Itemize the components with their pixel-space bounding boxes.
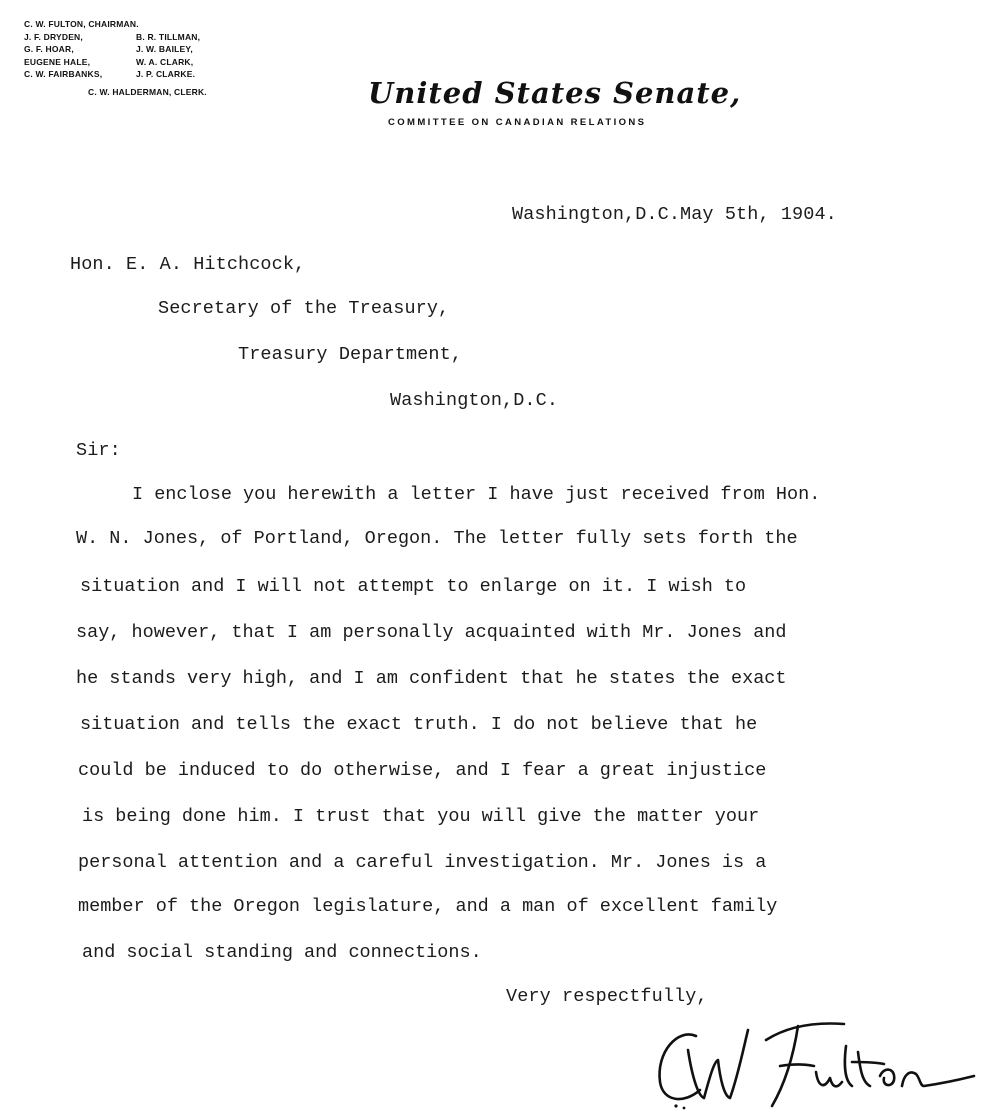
committee-member: C. W. FULTON, CHAIRMAN. — [24, 19, 139, 29]
body-line: and social standing and connections. — [82, 942, 482, 963]
signature-handwriting-icon — [648, 1006, 978, 1110]
body-line: say, however, that I am personally acquainted with Mr. Jones and — [76, 622, 787, 643]
committee-row — [24, 56, 264, 69]
body-line: situation and tells the exact truth. I do not believe that he — [80, 714, 758, 735]
body-line: I enclose you herewith a letter I have just received from Hon. — [132, 484, 821, 505]
body-line: member of the Oregon legislature, and a man of excellent family — [78, 896, 778, 917]
committee-member: J. F. DRYDEN, — [24, 31, 83, 42]
masthead-title: United States Senate, — [368, 76, 742, 110]
body-line: could be induced to do otherwise, and I fear a great injustice — [78, 760, 767, 781]
body-line: personal attention and a careful investigation. Mr. Jones is a — [78, 852, 767, 873]
committee-member: EUGENE HALE, — [24, 56, 91, 67]
signature — [648, 1006, 978, 1110]
committee-member: W. A. CLARK, — [136, 56, 194, 67]
committee-member-list — [24, 18, 264, 99]
recipient-department: Treasury Department, — [238, 344, 463, 365]
body-line: W. N. Jones, of Portland, Oregon. The letter fully sets forth the — [76, 528, 798, 549]
salutation: Sir: — [76, 440, 121, 461]
committee-member: J. P. CLARKE. — [136, 69, 196, 80]
committee-row — [24, 43, 264, 56]
committee-row — [24, 68, 264, 81]
recipient-title: Secretary of the Treasury, — [158, 298, 450, 319]
committee-member: C. W. FAIRBANKS, — [24, 69, 103, 80]
committee-name: COMMITTEE ON CANADIAN RELATIONS — [388, 117, 647, 128]
committee-row — [24, 18, 264, 31]
body-line: he stands very high, and I am confident that he states the exact — [76, 668, 787, 689]
committee-clerk: C. W. HALDERMAN, CLERK. — [88, 86, 207, 97]
letter-date: Washington,D.C.May 5th, 1904. — [512, 204, 837, 225]
committee-member: J. W. BAILEY, — [136, 44, 193, 55]
committee-member: B. R. TILLMAN, — [136, 31, 201, 42]
recipient-city: Washington,D.C. — [390, 390, 559, 411]
body-line: situation and I will not attempt to enlarge on it. I wish to — [80, 576, 747, 597]
recipient-name: Hon. E. A. Hitchcock, — [70, 254, 306, 275]
committee-member: G. F. HOAR, — [24, 44, 74, 55]
body-line: is being done him. I trust that you will give the matter your — [82, 806, 760, 827]
committee-row — [24, 31, 264, 44]
closing: Very respectfully, — [506, 986, 708, 1007]
